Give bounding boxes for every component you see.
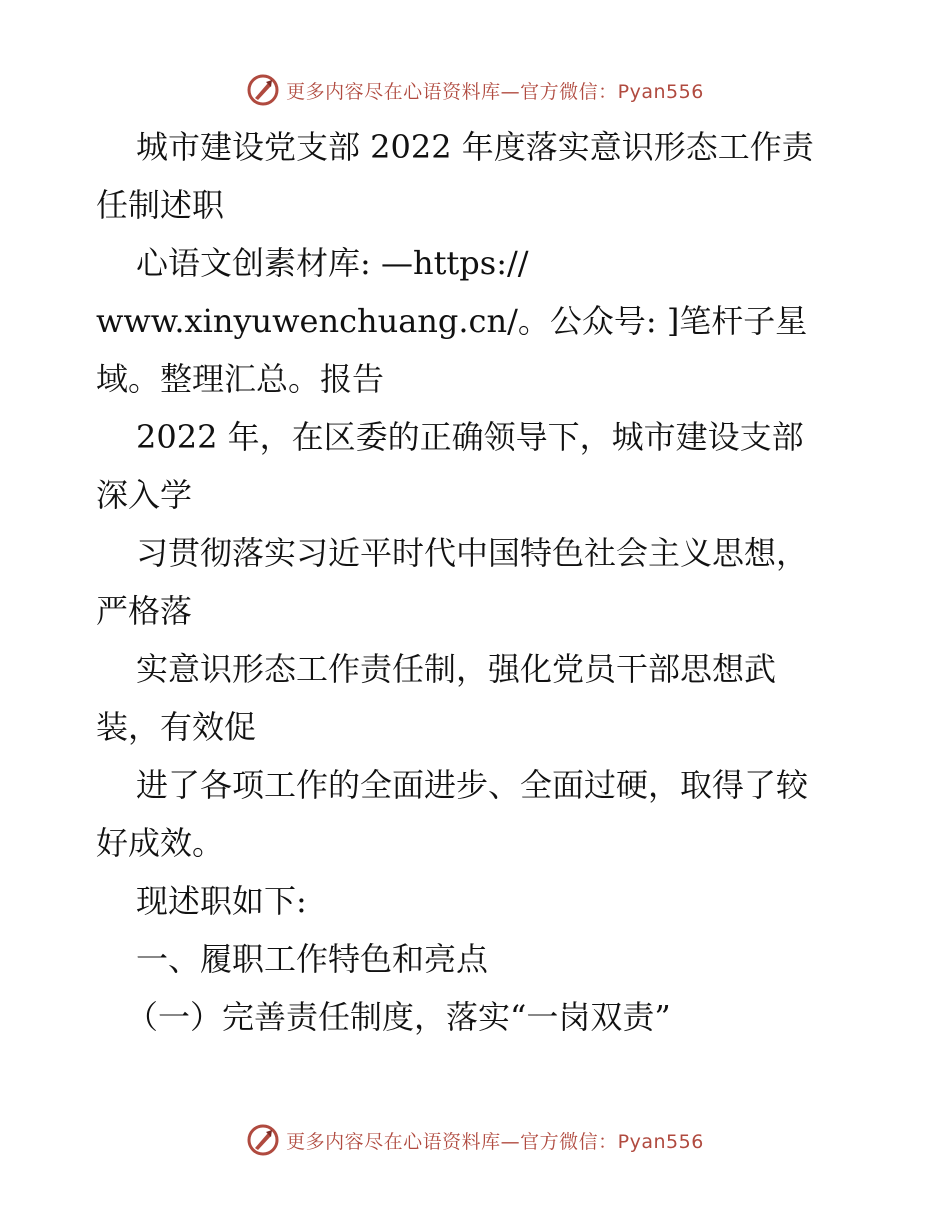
doc-line: 习贯彻落实习近平时代中国特色社会主义思想， <box>136 534 809 572</box>
subsection-heading: （一）完善责任制度，落实“一岗双责” <box>126 998 671 1036</box>
document-body <box>96 118 866 1046</box>
pen-circle-logo-icon <box>246 1123 280 1157</box>
doc-line: 好成效。 <box>96 824 225 862</box>
doc-line: 实意识形态工作责任制，强化党员干部思想武 <box>136 650 777 688</box>
doc-line: 进了各项工作的全面进步、全面过硬，取得了较 <box>136 766 809 804</box>
doc-line: 心语文创素材库: —https:// <box>136 244 529 282</box>
doc-line: 严格落 <box>96 592 193 630</box>
doc-title-line-2: 任制述职 <box>96 186 225 224</box>
doc-title-line-1: 城市建设党支部 2022 年度落实意识形态工作责 <box>136 128 814 166</box>
doc-line: 装，有效促 <box>96 708 257 746</box>
doc-line: 2022 年，在区委的正确领导下，城市建设支部 <box>136 418 804 456</box>
pen-circle-logo-icon <box>246 73 280 107</box>
doc-line: 现述职如下: <box>136 882 307 920</box>
doc-line: www.xinyuwenchuang.cn/。公众号: ]笔杆子星 <box>96 302 808 340</box>
banner-text: 更多内容尽在心语资料库—官方微信：Pyan556 <box>286 1130 704 1153</box>
header-banner <box>0 70 950 110</box>
section-heading: 一、履职工作特色和亮点 <box>136 940 489 978</box>
doc-line: 深入学 <box>96 476 193 514</box>
footer-banner <box>0 1120 950 1160</box>
doc-line: 域。整理汇总。报告 <box>96 360 385 398</box>
banner-text: 更多内容尽在心语资料库—官方微信：Pyan556 <box>286 80 704 103</box>
